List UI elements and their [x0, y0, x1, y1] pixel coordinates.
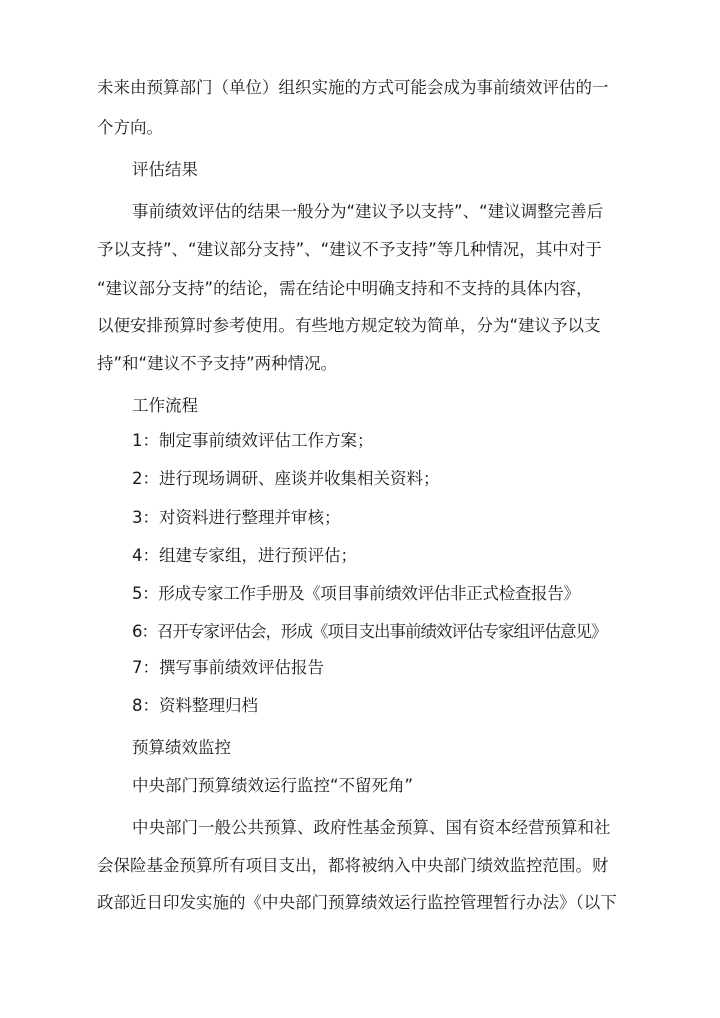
paragraph-line: 予以支持”、“建议部分支持”、“建议不予支持”等几种情况，其中对于: [97, 240, 602, 259]
intro-line: 个方向。: [97, 118, 163, 137]
paragraph-line: 政部近日印发实施的《中央部门预算绩效运行监控管理暂行办法》（以下: [97, 893, 617, 912]
paragraph-line: 会保险基金预算所有项目支出，都将被纳入中央部门绩效监控范围。财: [97, 856, 609, 875]
section-heading-monitoring: 预算绩效监控: [132, 738, 231, 757]
paragraph-line: 中央部门一般公共预算、政府性基金预算、国有资本经营预算和社: [132, 818, 611, 837]
workflow-step: 8：资料整理归档: [132, 696, 258, 715]
paragraph-line: 持”和“建议不予支持”两种情况。: [97, 354, 338, 373]
intro-line: 未来由预算部门（单位）组织实施的方式可能会成为事前绩效评估的一: [97, 78, 609, 97]
workflow-step: 3：对资料进行整理并审核；: [132, 508, 341, 527]
workflow-step: 6：召开专家评估会，形成《项目支出事前绩效评估专家组评估意见》: [132, 622, 607, 641]
section-heading-evaluation-results: 评估结果: [132, 160, 198, 179]
paragraph-line: “建议部分支持”的结论，需在结论中明确支持和不支持的具体内容，: [97, 279, 593, 298]
workflow-step: 7：撰写事前绩效评估报告: [132, 658, 324, 677]
section-subheading: 中央部门预算绩效运行监控“不留死角”: [132, 776, 414, 795]
workflow-step: 1：制定事前绩效评估工作方案；: [132, 431, 374, 450]
paragraph-line: 以便安排预算时参考使用。有些地方规定较为简单，分为“建议予以支: [97, 316, 601, 335]
workflow-step: 5：形成专家工作手册及《项目事前绩效评估非正式检查报告》: [132, 584, 580, 603]
workflow-step: 4：组建专家组，进行预评估；: [132, 546, 357, 565]
paragraph-line: 事前绩效评估的结果一般分为“建议予以支持”、“建议调整完善后: [132, 202, 604, 221]
section-heading-workflow: 工作流程: [132, 396, 198, 415]
workflow-step: 2：进行现场调研、座谈并收集相关资料；: [132, 469, 440, 488]
